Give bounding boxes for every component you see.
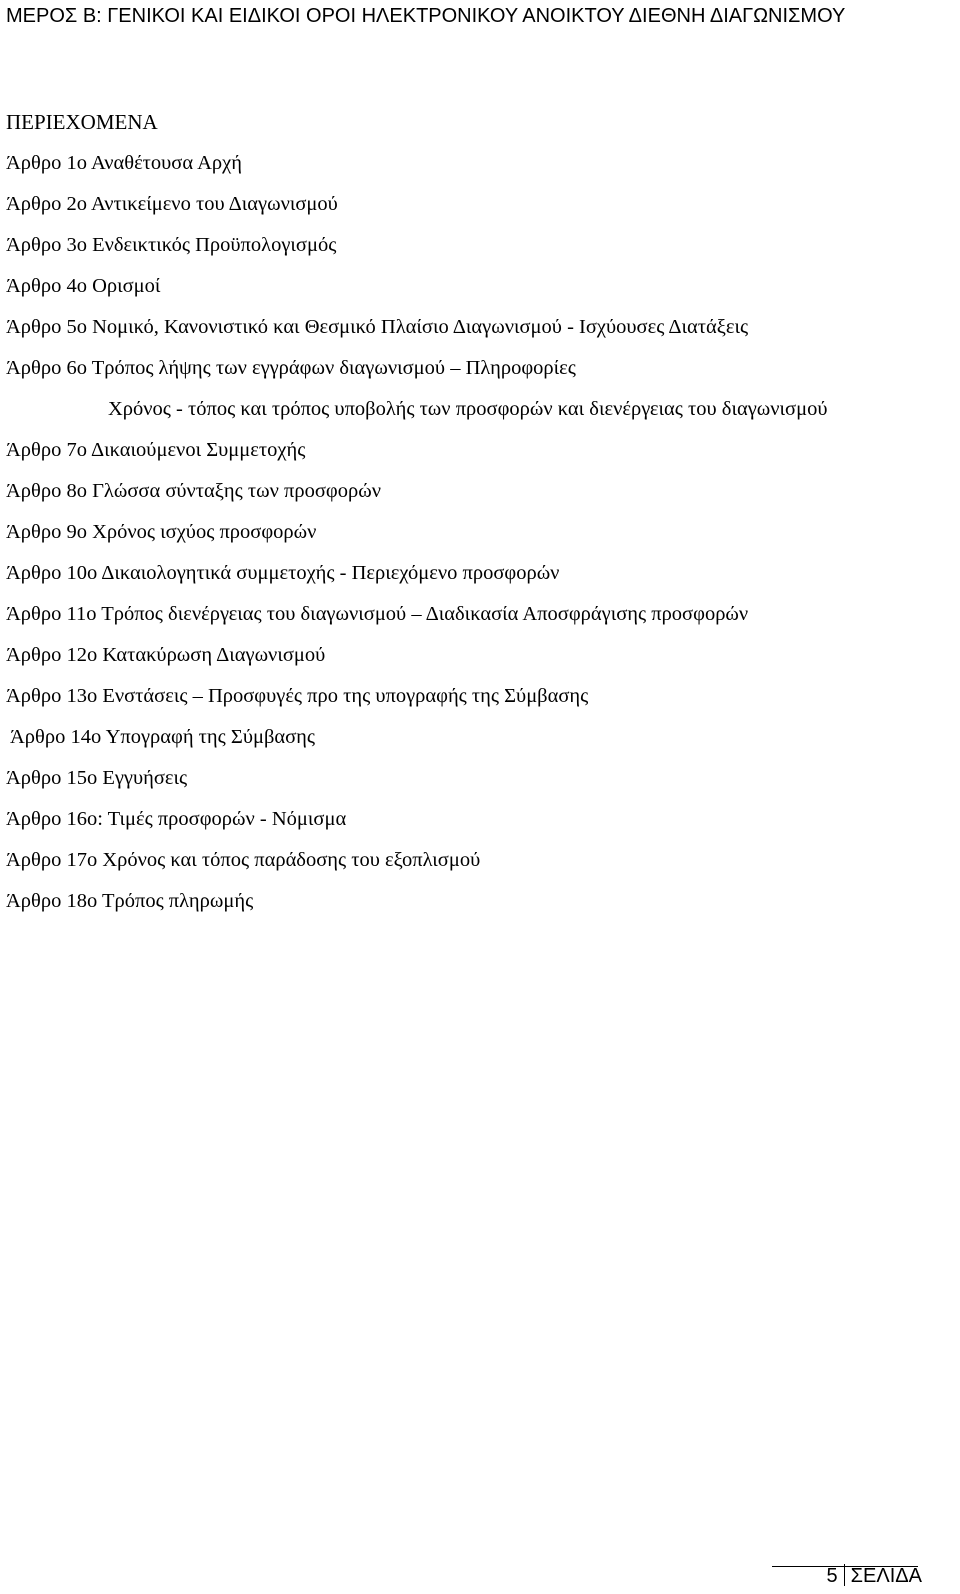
toc-item-article-9[interactable]: Άρθρο 9ο Χρόνος ισχύος προσφορών bbox=[6, 521, 317, 543]
toc-item-article-3[interactable]: Άρθρο 3ο Ενδεικτικός Προϋπολογισμός bbox=[6, 234, 337, 256]
toc-item-article-16[interactable]: Άρθρο 16ο: Τιμές προσφορών - Νόμισμα bbox=[6, 808, 347, 830]
toc-item-article-14[interactable]: Άρθρο 14ο Υπογραφή της Σύμβασης bbox=[10, 726, 316, 748]
toc-item-article-7[interactable]: Άρθρο 7ο Δικαιούμενοι Συμμετοχής bbox=[6, 439, 306, 461]
toc-item-article-11[interactable]: Άρθρο 11ο Τρόπος διενέργειας του διαγωνισμού – Διαδικασία Αποσφράγισης προσφορών bbox=[6, 603, 749, 625]
toc-item-article-13[interactable]: Άρθρο 13ο Ενστάσεις – Προσφυγές προ της υπογραφής της Σύμβασης bbox=[6, 685, 589, 707]
toc-item-article-10[interactable]: Άρθρο 10ο Δικαιολογητικά συμμετοχής - Περιεχόμενο προσφορών bbox=[6, 562, 560, 584]
toc-subitem-submission[interactable]: Χρόνος - τόπος και τρόπος υποβολής των προσφορών και διενέργειας του διαγωνισμού bbox=[108, 398, 828, 420]
page-number: 5 bbox=[826, 1565, 838, 1587]
page-footer bbox=[827, 1562, 922, 1590]
toc-item-article-17[interactable]: Άρθρο 17ο Χρόνος και τόπος παράδοσης του εξοπλισμού bbox=[6, 849, 481, 871]
toc-item-article-18[interactable]: Άρθρο 18ο Τρόπος πληρωμής bbox=[6, 890, 254, 912]
toc-item-article-5[interactable]: Άρθρο 5ο Νομικό, Κανονιστικό και Θεσμικό Πλαίσιο Διαγωνισμού - Ισχύουσες Διατάξεις bbox=[6, 316, 749, 338]
toc-item-article-12[interactable]: Άρθρο 12ο Κατακύρωση Διαγωνισμού bbox=[6, 644, 326, 666]
page-title: ΜΕΡΟΣ Β: ΓΕΝΙΚΟΙ ΚΑΙ ΕΙΔΙΚΟΙ ΟΡΟΙ ΗΛΕΚΤΡΟΝΙΚΟΥ ΑΝΟΙΚΤΟΥ ΔΙΕΘΝΗ ΔΙΑΓΩΝΙΣΜΟΥ bbox=[6, 5, 846, 27]
toc-item-article-8[interactable]: Άρθρο 8ο Γλώσσα σύνταξης των προσφορών bbox=[6, 480, 381, 502]
toc-item-article-1[interactable]: Άρθρο 1ο Αναθέτουσα Αρχή bbox=[6, 152, 242, 174]
footer-separator bbox=[844, 1564, 845, 1586]
toc-heading: ΠΕΡΙΕΧΟΜΕΝΑ bbox=[6, 110, 158, 134]
table-of-contents bbox=[0, 150, 960, 929]
page-label: ΣΕΛΙΔΑ bbox=[850, 1565, 922, 1587]
toc-item-article-15[interactable]: Άρθρο 15ο Εγγυήσεις bbox=[6, 767, 188, 789]
toc-item-article-4[interactable]: Άρθρο 4ο Ορισμοί bbox=[6, 275, 161, 297]
toc-item-article-6[interactable]: Άρθρο 6ο Τρόπος λήψης των εγγράφων διαγωνισμού – Πληροφορίες bbox=[6, 357, 576, 379]
toc-item-article-2[interactable]: Άρθρο 2ο Αντικείμενο του Διαγωνισμού bbox=[6, 193, 338, 215]
